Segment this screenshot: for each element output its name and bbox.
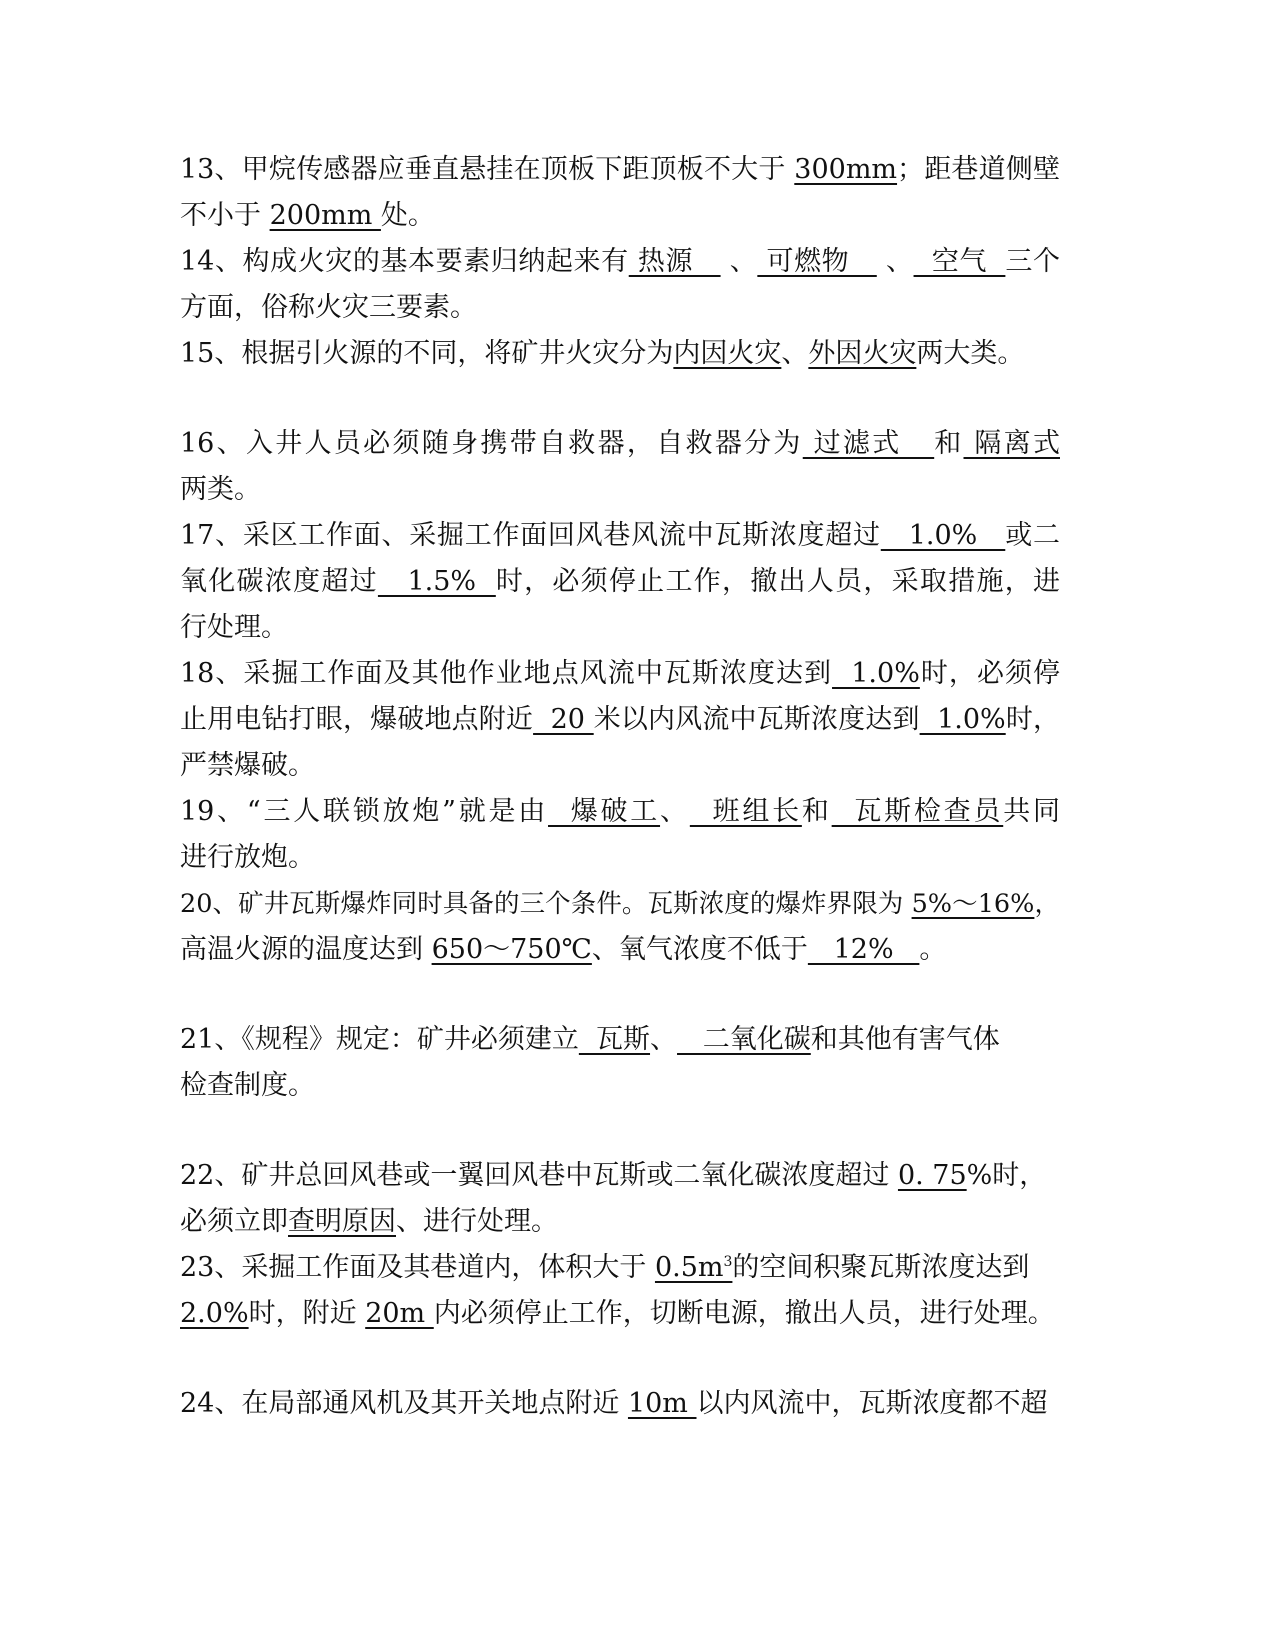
q23-line-1 <box>180 1245 1060 1291</box>
text: 行处理。 <box>180 612 288 643</box>
text: ；距巷道侧壁 <box>897 154 1060 185</box>
text: 进行放炮。 <box>180 842 315 873</box>
q24-line-1 <box>180 1381 1060 1427</box>
text: 21、《规程》规定：矿井必须建立 <box>180 1024 579 1055</box>
q16-line-1 <box>180 421 1060 467</box>
answer-blank: 空气 <box>913 246 1006 277</box>
answer-blank: 查明原因 <box>288 1206 396 1237</box>
answer-blank: 20m <box>365 1298 434 1329</box>
answer-blank: 0. 75 <box>897 1160 967 1191</box>
answer-blank: 650～750℃ <box>431 934 592 965</box>
text: 以内风流中，瓦斯浓度都不超 <box>696 1388 1048 1419</box>
text: 20、矿井瓦斯爆炸同时具备的三个条件。瓦斯浓度的爆炸界限为 <box>180 889 912 919</box>
answer-blank: 200mm <box>269 200 381 231</box>
text: 不小于 <box>180 200 270 231</box>
text: 止用电钻打眼，爆破地点附近 <box>180 704 534 735</box>
text: 23、采掘工作面及其巷道内，体积大于 <box>180 1252 655 1283</box>
text: 、 <box>781 338 809 369</box>
text: 严禁爆破。 <box>180 750 315 781</box>
text: 19、“三人联锁放炮”就是由 <box>180 796 549 827</box>
q21-line-1 <box>180 1017 1060 1063</box>
answer-value: 0.5m <box>654 1252 724 1283</box>
text: 时， <box>1005 704 1061 735</box>
text: 方面，俗称火灾三要素。 <box>180 292 477 323</box>
answer-blank: 瓦斯检查员 <box>831 796 1004 827</box>
q17-line-1 <box>180 513 1060 559</box>
answer-blank: 20 <box>533 704 594 735</box>
text: 18、采掘工作面及其他作业地点风流中瓦斯浓度达到 <box>180 658 833 689</box>
text: 。 <box>919 934 947 965</box>
text: 15、根据引火源的不同，将矿井火灾分为 <box>180 338 674 369</box>
answer-blank: 外因火灾 <box>808 338 917 369</box>
text: 16、入井人员必须随身携带自救器，自救器分为 <box>180 428 803 459</box>
text: 17、采区工作面、采掘工作面回风巷风流中瓦斯浓度超过 <box>180 520 881 551</box>
q13-line-1 <box>180 147 1060 193</box>
q19-line-1 <box>180 789 1060 835</box>
answer-blank: 10m <box>627 1388 697 1419</box>
answer-blank: 1.0% <box>880 520 1006 551</box>
q15-line-1 <box>180 331 1060 377</box>
text: 处。 <box>380 200 435 231</box>
answer-blank: 1.5% <box>377 566 496 597</box>
text: 米以内风流中瓦斯浓度达到 <box>593 704 920 735</box>
answer-blank: 300mm <box>794 154 898 185</box>
text: 14、构成火灾的基本要素归纳起来有 <box>180 246 629 277</box>
q22-line-2 <box>180 1199 1060 1245</box>
answer-blank: 二氧化碳 <box>677 1024 811 1055</box>
q19-line-2 <box>180 835 1060 881</box>
text: 22、矿井总回风巷或一翼回风巷中瓦斯或二氧化碳浓度超过 <box>180 1160 898 1191</box>
q14-line-2 <box>180 285 1060 331</box>
text: 、 <box>660 796 690 827</box>
answer-blank: 班组长 <box>689 796 802 827</box>
answer-blank: 可燃物 <box>757 246 877 277</box>
text: ， <box>1034 889 1060 919</box>
answer-blank: 瓦斯 <box>578 1024 651 1055</box>
answer-blank <box>655 1252 732 1283</box>
q18-line-1 <box>180 651 1060 697</box>
text: 、 <box>720 246 758 277</box>
q13-line-2 <box>180 193 1060 239</box>
answer-blank: 热源 <box>628 246 721 277</box>
q18-line-2 <box>180 697 1060 743</box>
superscript: 3 <box>723 1254 733 1270</box>
answer-blank: 隔离式 <box>963 428 1060 459</box>
text: 检查制度。 <box>180 1070 315 1101</box>
q23-line-2 <box>180 1291 1060 1337</box>
text: 24、在局部通风机及其开关地点附近 <box>180 1388 628 1419</box>
answer-blank: 5%～16% <box>911 889 1035 919</box>
q18-line-3 <box>180 743 1060 789</box>
answer-blank: 1.0% <box>919 704 1006 735</box>
text: 三个 <box>1005 246 1060 277</box>
text: 和 <box>934 428 964 459</box>
text: %时， <box>966 1160 1047 1191</box>
q20-line-2 <box>180 927 1060 973</box>
answer-blank: 1.0% <box>832 658 920 689</box>
answer-blank: 过滤式 <box>802 428 935 459</box>
q17-line-3 <box>180 605 1060 651</box>
text: 、 <box>876 246 914 277</box>
text: 两类。 <box>180 474 261 505</box>
q22-line-1 <box>180 1153 1060 1199</box>
text: 高温火源的温度达到 <box>180 934 432 965</box>
text: 共同 <box>1003 796 1060 827</box>
q17-line-2 <box>180 559 1060 605</box>
text: 时，附近 <box>248 1298 366 1329</box>
text: 两大类。 <box>916 338 1025 369</box>
answer-blank: 12% <box>807 934 920 965</box>
text: 时，必须停 <box>919 658 1061 689</box>
text: 、 <box>650 1024 678 1055</box>
text: 、氧气浓度不低于 <box>591 934 808 965</box>
text: 的空间积聚瓦斯浓度达到 <box>732 1252 1030 1283</box>
text: 、进行处理。 <box>396 1206 558 1237</box>
answer-blank: 爆破工 <box>548 796 661 827</box>
text: 氧化碳浓度超过 <box>180 566 378 597</box>
text: 或二 <box>1005 520 1061 551</box>
answer-blank: 2.0% <box>180 1298 249 1329</box>
text: 必须立即 <box>180 1206 288 1237</box>
q16-line-2 <box>180 467 1060 513</box>
text: 时，必须停止工作，撤出人员，采取措施，进 <box>495 566 1061 597</box>
answer-blank: 内因火灾 <box>673 338 782 369</box>
q20-line-1 <box>180 881 1060 927</box>
text: 和其他有害气体 <box>810 1024 1000 1055</box>
q14-line-1 <box>180 239 1060 285</box>
text: 内必须停止工作，切断电源，撤出人员，进行处理。 <box>433 1298 1055 1329</box>
q21-line-2 <box>180 1063 1060 1109</box>
text: 13、甲烷传感器应垂直悬挂在顶板下距顶板不大于 <box>180 154 795 185</box>
text: 和 <box>801 796 832 827</box>
